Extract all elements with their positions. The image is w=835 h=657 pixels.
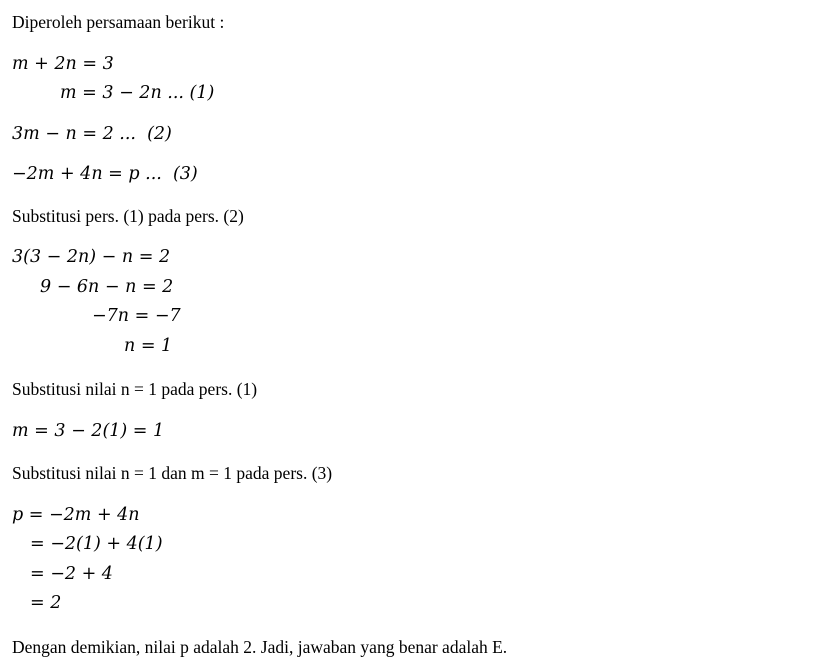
step-1-calc-line-1: 3(3 − 2n) − n = 2 <box>12 247 171 267</box>
intro-text: Diperoleh persamaan berikut : <box>12 12 225 32</box>
equation-2: 3m − n = 2 ... (2) <box>12 123 172 144</box>
conclusion-text: Dengan demikian, nilai p adalah 2. Jadi, jawaban yang benar adalah E. <box>12 636 508 657</box>
step-3-calc-line-2: = −2(1) + 4(1) <box>30 534 163 554</box>
step-3-calc-line-4: = 2 <box>30 593 62 613</box>
step-1-calc-line-3: −7n = −7 <box>92 306 181 326</box>
substitution-step-1-label: Substitusi pers. (1) pada pers. (2) <box>12 205 244 226</box>
step-1-calc-line-2: 9 − 6n − n = 2 <box>40 276 174 297</box>
equation-1a: m + 2n = 3 <box>12 53 114 74</box>
substitution-step-3-label: Substitusi nilai n = 1 dan m = 1 pada pers. (3) <box>12 463 333 483</box>
step-1-calc-line-4: n = 1 <box>124 335 173 356</box>
equation-1b: m = 3 − 2n ... (1) <box>60 83 215 103</box>
equation-3: −2m + 4n = p ... (3) <box>12 164 198 184</box>
substitution-step-2-label: Substitusi nilai n = 1 pada pers. (1) <box>12 379 258 399</box>
step-2-calc-line-1: m = 3 − 2(1) = 1 <box>12 420 165 441</box>
step-3-calc-line-3: = −2 + 4 <box>30 563 113 584</box>
step-3-calc-line-1: p = −2m + 4n <box>12 504 140 525</box>
